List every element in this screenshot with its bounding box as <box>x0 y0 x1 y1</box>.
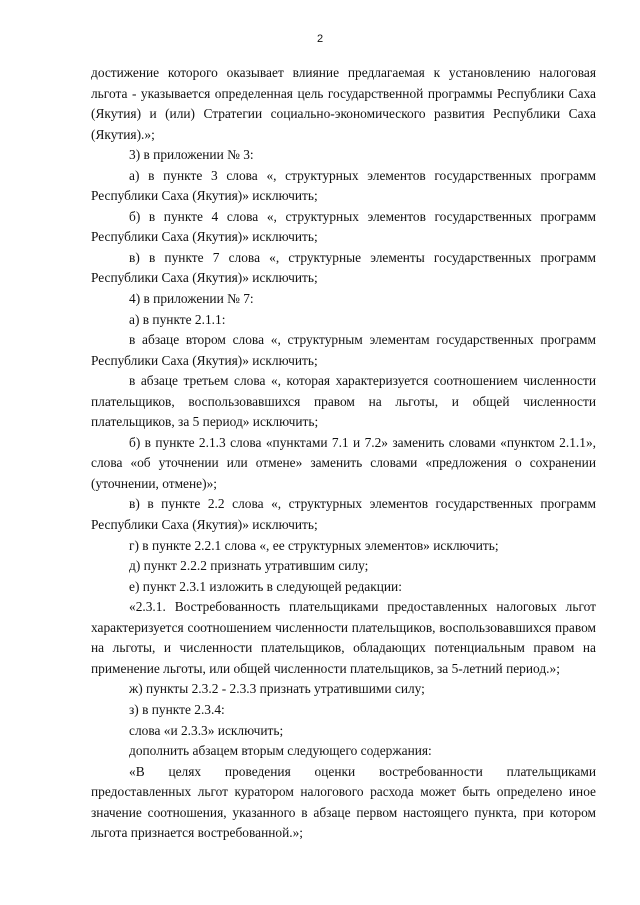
paragraph-4z: з) в пункте 2.3.4: <box>129 701 225 717</box>
paragraph-3b: б) в пункте 4 слова «, структурных элементов государственных программ Республики Саха (Якутия)» исключить; <box>91 208 596 245</box>
paragraph-item-4-appendix: 4) в приложении № 7: <box>129 291 254 307</box>
paragraph-4z-new-subparagraph: «В целях проведения оценки востребованности плательщиками предоставленных льгот куратором налогового расхода может быть определено иное значение соотношения, указанного в абзаце первом настоящего пункта, при котором льгота признается востребованной.»; <box>91 763 596 841</box>
paragraph-4zh: ж) пункты 2.3.2 - 2.3.3 признать утратившими силу; <box>129 681 425 697</box>
paragraph-4z-addition: дополнить абзацем вторым следующего содержания: <box>129 743 432 759</box>
page-number: 2 <box>316 33 324 45</box>
paragraph-4e: е) пункт 2.3.1 изложить в следующей редакции: <box>129 578 402 594</box>
paragraph-3v: в) в пункте 7 слова «, структурные элементы государственных программ Республики Саха (Якутия)» исключить; <box>91 249 596 286</box>
paragraph-4d: д) пункт 2.2.2 признать утратившим силу; <box>129 558 369 574</box>
paragraph-4a-second-subparagraph: в абзаце втором слова «, структурным элементам государственных программ Республики Саха (Якутия)» исключить; <box>91 332 596 368</box>
paragraph-4a-third-subparagraph: в абзаце третьем слова «, которая характеризуется соотношением численности плательщиков, воспользовавшихся правом на льготы, и общей численности плательщиков, за 5 период» исключить; <box>91 373 596 430</box>
paragraph-item-3-appendix: 3) в приложении № 3: <box>129 147 254 163</box>
paragraph-3a: а) в пункте 3 слова «, структурных элементов государственных программ Республики Саха (Якутия)» исключить; <box>91 167 596 204</box>
paragraph-4v: в) в пункте 2.2 слова «, структурных элементов государственных программ Республики Саха (Якутия)» исключить; <box>91 496 596 533</box>
document-body <box>91 63 596 844</box>
paragraph-4g: г) в пункте 2.2.1 слова «, ее структурных элементов» исключить; <box>129 537 499 553</box>
paragraph-4b: б) в пункте 2.1.3 слова «пунктами 7.1 и 7.2» заменить словами «пунктом 2.1.1», слова «об уточнении или отмене» заменить словами «предложения о сохранении (уточнении, отмене)»; <box>91 434 596 491</box>
paragraph-intro-continuation: достижение которого оказывает влияние предлагаемая к установлению налоговая льгота - указывается определенная цель государственной программы Республики Саха (Якутия) и (или) Стратегии социально-экономического развития Республики Саха (Якутия).»; <box>91 65 596 142</box>
paragraph-4e-new-wording: «2.3.1. Востребованность плательщиками предоставленных налоговых льгот характеризуется соотношением численности плательщиков, воспользовавшихся правом на льготы, и численности плательщиков, обладающих потенциальным правом на применение льготы, или общей численности плательщиков, за 5-летний период.»; <box>91 599 596 676</box>
paragraph-4z-words: слова «и 2.3.3» исключить; <box>129 722 284 738</box>
paragraph-4a: а) в пункте 2.1.1: <box>129 311 226 327</box>
